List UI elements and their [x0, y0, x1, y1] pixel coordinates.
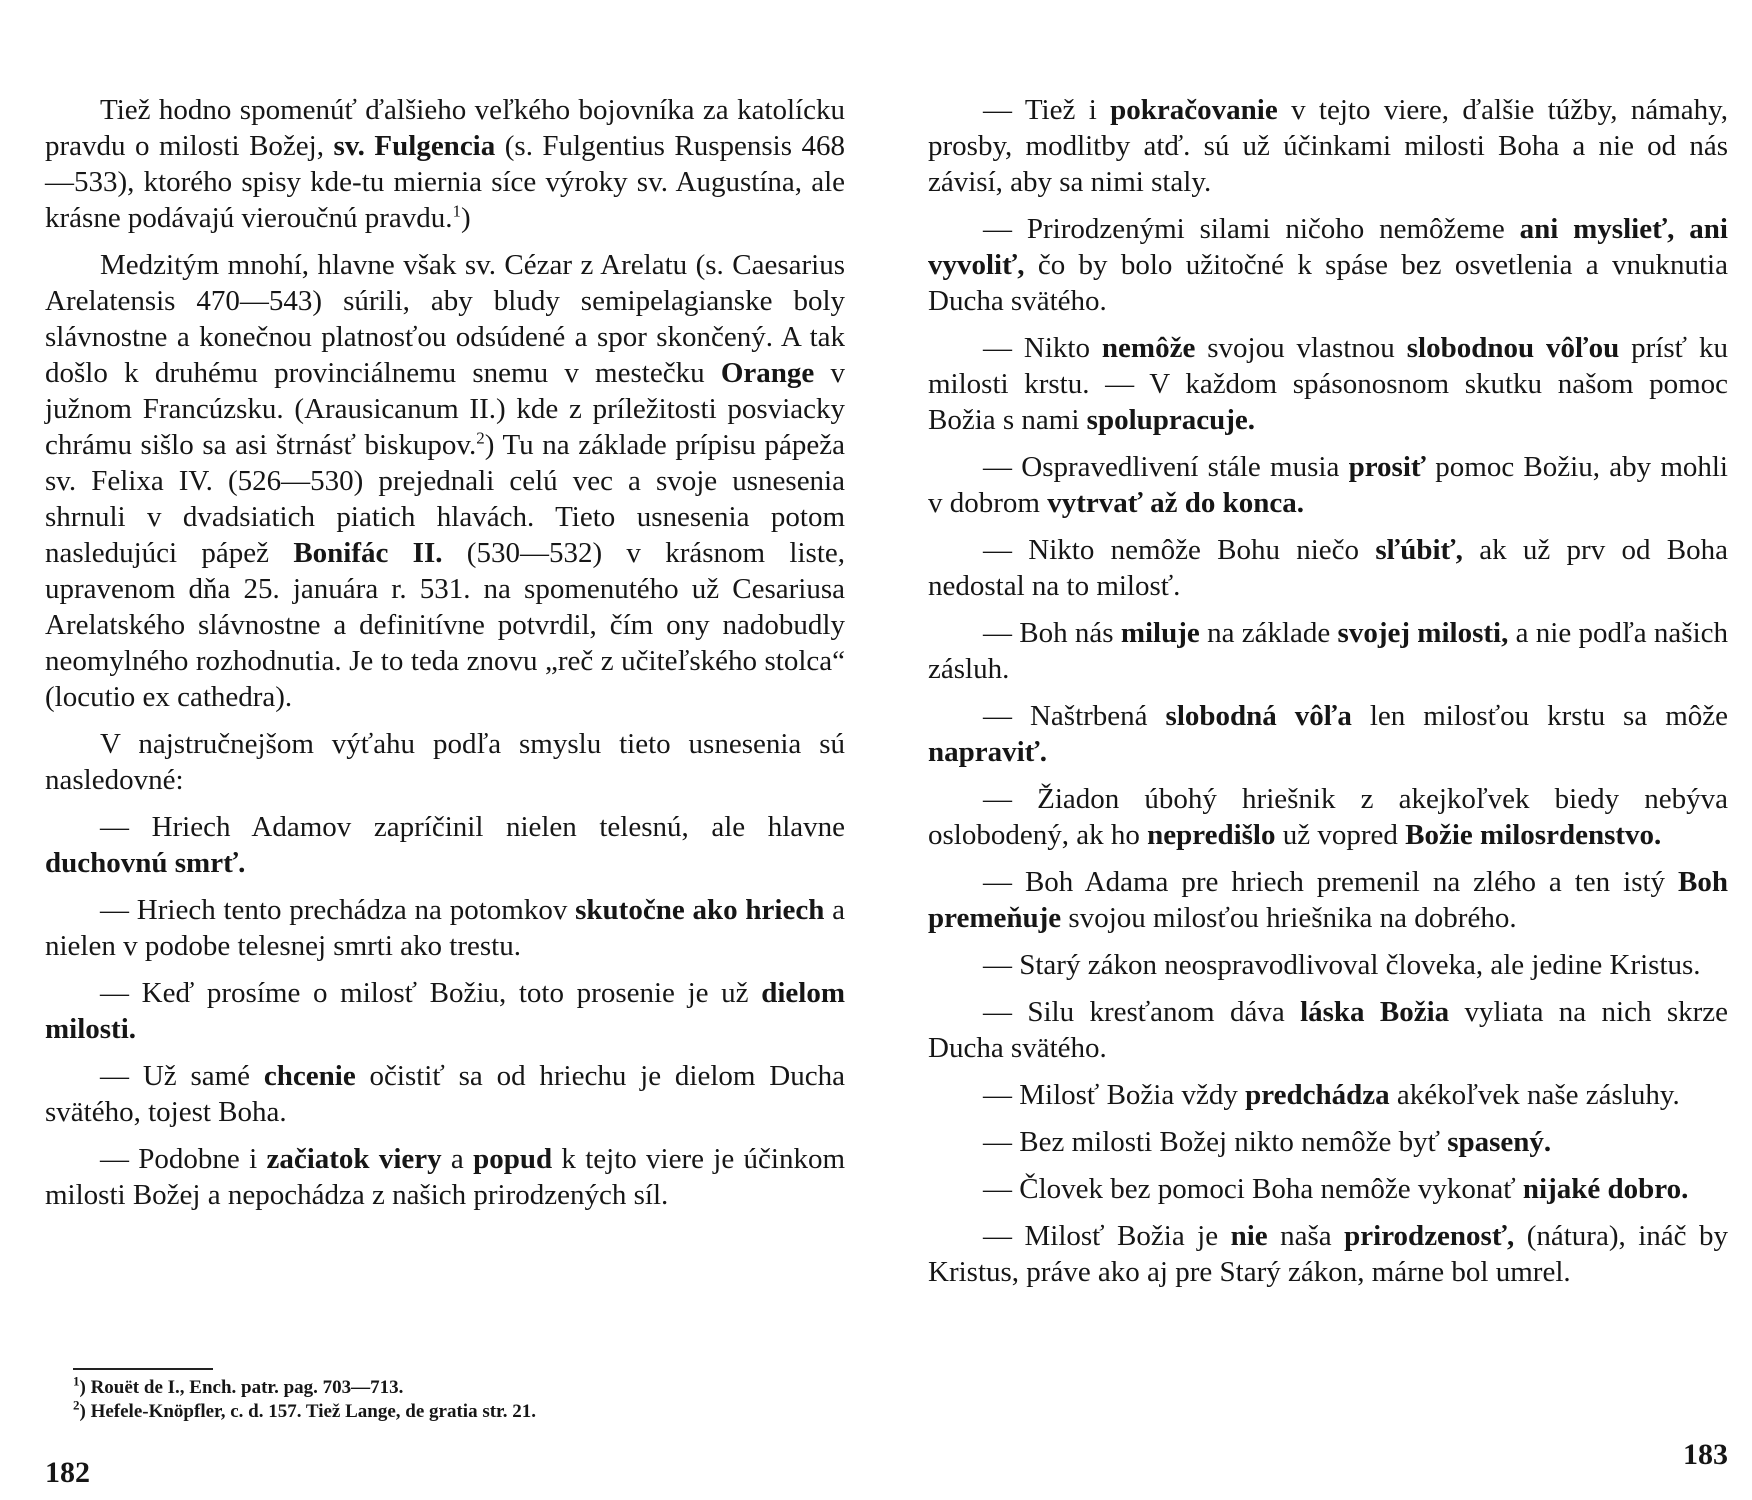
paragraph: [45, 92, 845, 236]
text-run: — Boh Adama pre hriech premenil na zlého a ten istý: [983, 866, 1679, 898]
bold-text: nie: [1230, 1220, 1268, 1252]
text-run: ak už prv od Boha nedostal na to milosť.: [928, 534, 1728, 602]
text-run: — Ospravedlivení stále musia: [983, 451, 1349, 483]
text-run: — Hriech Adamov zapríčinil nielen telesnú, ale hlavne: [100, 811, 845, 843]
text-run: — Podobne i: [100, 1143, 267, 1175]
bold-text: nijaké dobro.: [1522, 1173, 1689, 1205]
paragraph: [928, 1218, 1728, 1290]
text-run: — Starý zákon neospravodlivoval človeka, ale jedine Kristus.: [983, 949, 1701, 981]
bold-text: svojej milosti,: [1337, 617, 1509, 649]
paragraph: [928, 330, 1728, 438]
text-run: Medzitým mnohí, hlavne však sv. Cézar z Arelatu (s. Caesarius Arelatensis 470—543) súrili, aby bludy semipelagianske boly slávnostne a konečnou platnosťou odsúdené a spor skončený. A tak došlo k druhému provinciálnemu snemu v mestečku: [45, 249, 845, 389]
bold-text: spasený.: [1447, 1126, 1552, 1158]
bold-text: Boh premeňuje: [928, 866, 1728, 934]
paragraph: [928, 211, 1728, 319]
text-run: — Naštrbená: [983, 700, 1166, 732]
footnote-1-mark: 1: [73, 1373, 80, 1389]
paragraph: [928, 532, 1728, 604]
text-run: — Milosť Božia je: [983, 1220, 1231, 1252]
bold-text: slobodná vôľa: [1165, 700, 1352, 732]
paragraph: [928, 994, 1728, 1066]
text-run: v tejto viere, ďalšie túžby, námahy, prosby, modlitby atď. sú už účinkami milosti Boha a nie od nás závisí, aby sa nimi staly.: [928, 94, 1729, 198]
bold-text: nepredišlo: [1147, 819, 1276, 851]
bold-text: napraviť.: [928, 736, 1048, 768]
footnotes: [45, 1368, 805, 1424]
text-run: — Nikto nemôže Bohu niečo: [983, 534, 1376, 566]
bold-text: sv. Fulgencia: [333, 130, 496, 162]
paragraph: [928, 1077, 1728, 1113]
bold-text: skutočne ako hriech: [575, 894, 825, 926]
text-run: — Keď prosíme o milosť Božiu, toto prosenie je už: [100, 977, 762, 1009]
paragraph: [45, 247, 845, 715]
text-run: vyliata na nich skrze Ducha svätého.: [928, 996, 1729, 1064]
paragraph: [45, 892, 845, 964]
page-number-left: 182: [45, 1456, 90, 1489]
text-run: naša: [1267, 1220, 1345, 1252]
text-run: — Silu kresťanom dáva: [983, 996, 1301, 1028]
paragraph: [928, 698, 1728, 770]
bold-text: slobodnou vôľou: [1406, 332, 1620, 364]
text-run: už vopred: [1275, 819, 1406, 851]
footnote-1: [45, 1373, 805, 1400]
text-run: na základe: [1199, 617, 1338, 649]
bold-text: sľúbiť,: [1375, 534, 1463, 566]
footnote-ref: 2: [476, 428, 485, 448]
bold-text: pokračovanie: [1110, 94, 1278, 126]
bold-text: Božie milosrdenstvo.: [1405, 819, 1662, 851]
paragraph: [928, 449, 1728, 521]
bold-text: prosiť: [1348, 451, 1427, 483]
bold-text: duchovnú smrť.: [45, 847, 246, 879]
text-run: — Bez milosti Božej nikto nemôže byť: [983, 1126, 1448, 1158]
text-run: ) Tu na základe prípisu pápeža sv. Felixa IV. (526—530) prejednali celú vec a svoje usnesenia shrnuli v dvadsiatich piatich hlavách. Tieto usnesenia potom nasledujúci pápež: [45, 429, 845, 569]
text-run: k tejto viere je účinkom milosti Božej a nepochádza z našich prirodzených síl.: [45, 1143, 846, 1211]
bold-text: popud: [473, 1143, 553, 1175]
text-run: Tiež hodno spomenúť ďalšieho veľkého bojovníka za katolícku pravdu o milosti Božej,: [45, 94, 845, 162]
text-run: akékoľvek naše zásluhy.: [1389, 1079, 1680, 1111]
text-run: a: [441, 1143, 474, 1175]
text-run: (530—532) v krásnom liste, upravenom dňa 25. januára r. 531. na spomenutého už Cesariusa Arelatského slávnostne a definitívne potvrdil, čím ony nadobudly neomylného rozhodnutia. Je to teda znovu „reč z učiteľského stolca“ (locutio ex cathedra).: [45, 537, 845, 713]
right-page-text: [928, 92, 1728, 1301]
paragraph: [45, 809, 845, 881]
text-run: len milosťou krstu sa môže: [1351, 700, 1728, 732]
bold-text: ani myslieť, ani vyvoliť,: [928, 213, 1728, 281]
paragraph: [928, 1124, 1728, 1160]
bold-text: Bonifác II.: [293, 537, 443, 569]
text-run: očistiť sa od hriechu je dielom Ducha svätého, tojest Boha.: [45, 1060, 845, 1128]
paragraph: [928, 92, 1728, 200]
text-run: — Už samé: [100, 1060, 264, 1092]
paragraph: [928, 781, 1728, 853]
footnote-2: [45, 1397, 805, 1424]
text-run: — Človek bez pomoci Boha nemôže vykonať: [983, 1173, 1523, 1205]
paragraph: [45, 975, 845, 1047]
bold-text: začiatok viery: [266, 1143, 442, 1175]
text-run: v južnom Francúzsku. (Arausicanum II.) kde z príležitosti posviacky chrámu sišlo sa asi štrnásť biskupov.: [45, 357, 845, 461]
bold-text: nemôže: [1101, 332, 1196, 364]
text-run: svojou milosťou hriešnika na dobrého.: [1061, 902, 1517, 934]
paragraph: [928, 947, 1728, 983]
footnote-rule: [73, 1368, 213, 1370]
text-run: prísť ku milosti krstu. — V každom spásonosnom skutku našom pomoc Božia s nami: [928, 332, 1728, 436]
text-run: svojou vlastnou: [1195, 332, 1407, 364]
bold-text: chcenie: [263, 1060, 356, 1092]
footnote-1-text: ) Rouët de I., Ench. patr. pag. 703—713.: [79, 1377, 404, 1398]
bold-text: miluje: [1120, 617, 1200, 649]
paragraph: [45, 726, 845, 798]
text-run: a nie podľa našich zásluh.: [928, 617, 1728, 685]
text-run: — Žiadon úbohý hriešnik z akejkoľvek biedy nebýva oslobodený, ak ho: [928, 783, 1728, 851]
bold-text: láska Božia: [1300, 996, 1450, 1028]
page-number-right: 183: [1683, 1438, 1728, 1471]
text-run: (s. Fulgentius Ruspensis 468—533), ktorého spisy kde-tu miernia síce výroky sv. Augustína, ale krásne podávajú vieroučnú pravdu.: [45, 130, 846, 234]
bold-text: vytrvať až do konca.: [1047, 487, 1304, 519]
paragraph: [928, 615, 1728, 687]
text-run: — Milosť Božia vždy: [983, 1079, 1246, 1111]
text-run: — Prirodzenými silami ničoho nemôžeme: [983, 213, 1520, 245]
text-run: V najstručnejšom výťahu podľa smyslu tieto usnesenia sú nasledovné:: [45, 728, 845, 796]
bold-text: dielom milosti.: [45, 977, 845, 1045]
footnote-2-text: ) Hefele-Knöpfler, c. d. 157. Tiež Lange, de gratia str. 21.: [79, 1401, 536, 1422]
bold-text: predchádza: [1245, 1079, 1390, 1111]
bold-text: Orange: [720, 357, 815, 389]
paragraph: [45, 1058, 845, 1130]
text-run: — Nikto: [983, 332, 1102, 364]
paragraph: [45, 1141, 845, 1213]
left-page-text: [45, 92, 845, 1224]
paragraph: [928, 864, 1728, 936]
footnote-2-mark: 2: [73, 1397, 80, 1413]
footnote-ref: 1: [452, 201, 461, 221]
text-run: — Tiež i: [983, 94, 1111, 126]
text-run: čo by bolo užitočné k spáse bez osvetlenia a vnuknutia Ducha svätého.: [928, 249, 1728, 317]
paragraph: [928, 1171, 1728, 1207]
text-run: ): [460, 202, 471, 234]
text-run: — Boh nás: [983, 617, 1121, 649]
text-run: pomoc Božiu, aby mohli v dobrom: [928, 451, 1728, 519]
text-run: — Hriech tento prechádza na potomkov: [100, 894, 576, 926]
text-run: (nátura), ináč by Kristus, práve ako aj pre Starý zákon, márne bol umrel.: [928, 1220, 1728, 1288]
text-run: a nielen v podobe telesnej smrti ako trestu.: [45, 894, 846, 962]
bold-text: prirodzenosť,: [1344, 1220, 1515, 1252]
bold-text: spolupracuje.: [1086, 404, 1256, 436]
